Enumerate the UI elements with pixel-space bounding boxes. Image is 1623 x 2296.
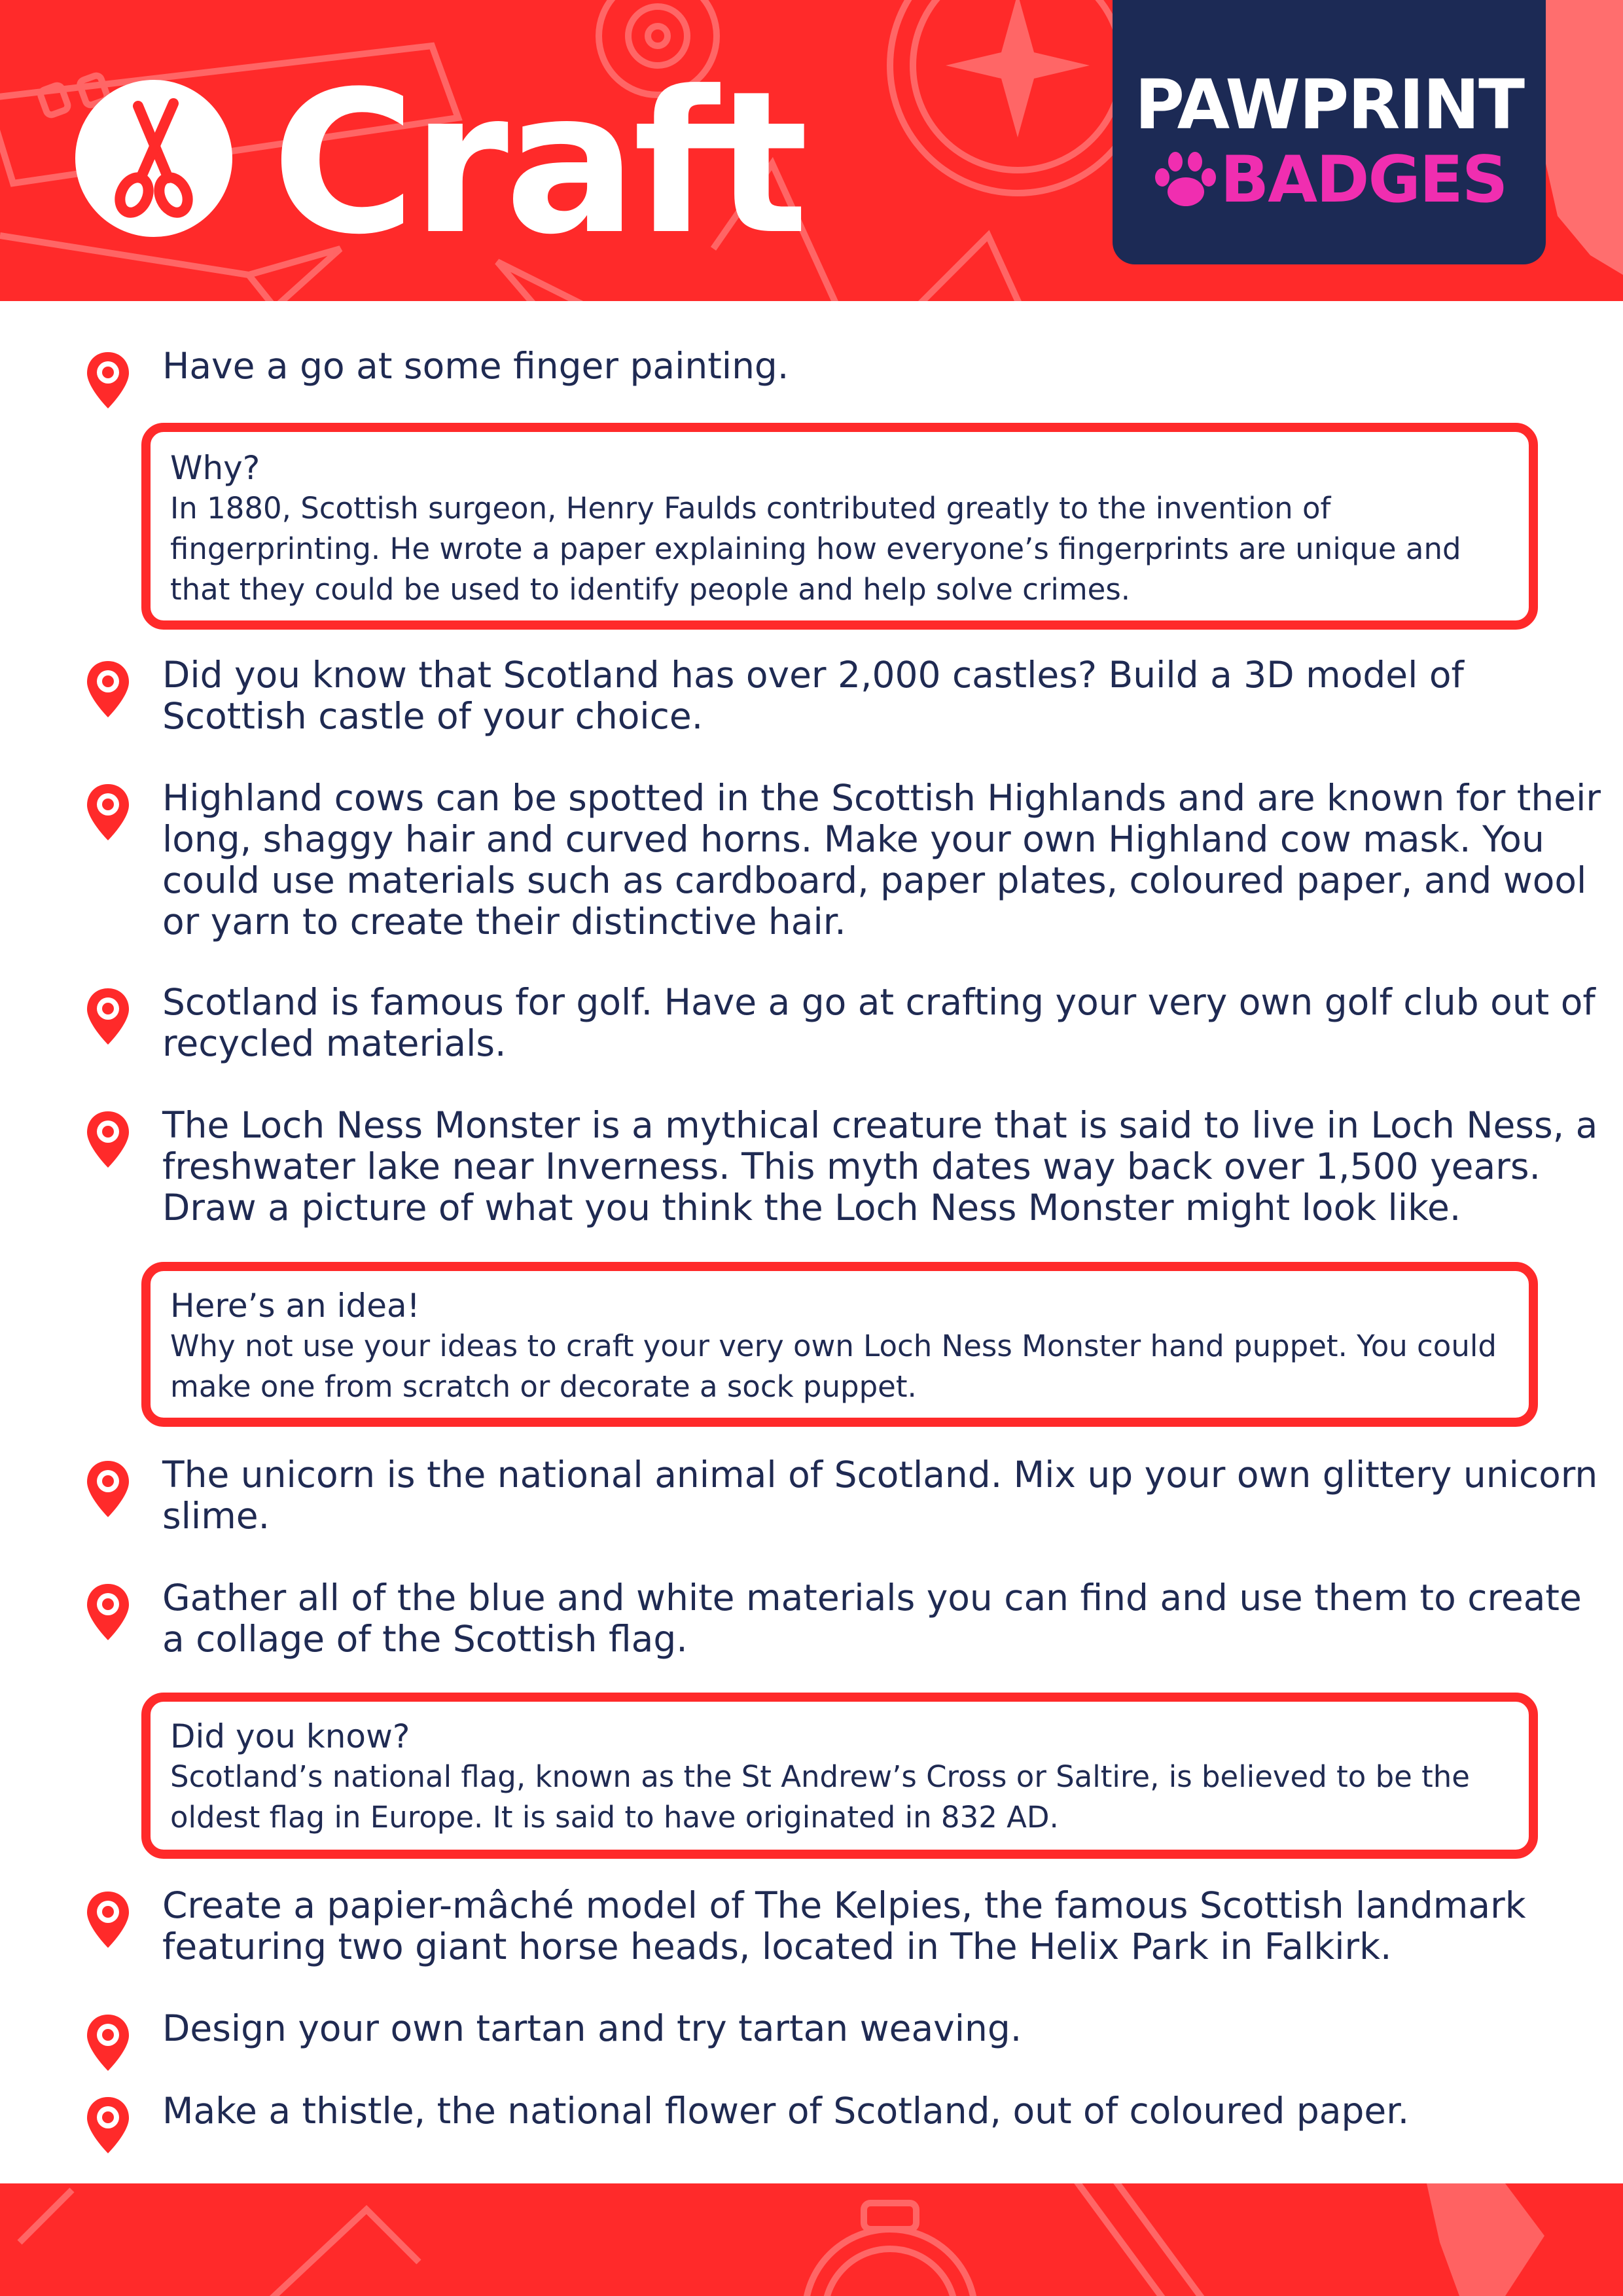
box-body: In 1880, Scottish surgeon, Henry Faulds contributed greatly to the invention of fingerprinting. He wrote a paper explaining how everyone’s fingerprints are unique and that they could be used to identify people and help solve crimes. (170, 491, 1461, 607)
item-text: Gather all of the blue and white materials you can find and use them to create a collage of the Scottish flag. (162, 1577, 1582, 1660)
item-text: The unicorn is the national animal of Scotland. Mix up your own glittery unicorn slime. (162, 1454, 1598, 1537)
item-text: Highland cows can be spotted in the Scottish Highlands and are known for their long, shaggy hair and curved horns. Make your own Highland cow mask. You could use materials such as cardboard, paper plates, coloured paper, and wool or yarn to create their distinctive hair. (162, 777, 1601, 942)
box-title: Did you know? (170, 1717, 410, 1755)
item-text: Scotland is famous for golf. Have a go at crafting your very own golf club out of recycled materials. (162, 981, 1596, 1064)
paw-icon (1152, 149, 1217, 211)
box-body: Scotland’s national flag, known as the St Andrew’s Cross or Saltire, is believed to be the oldest flag in Europe. It is said to have originated in 832 AD. (170, 1759, 1470, 1835)
map-pin-icon (85, 1460, 131, 1518)
map-pin-icon (85, 783, 131, 842)
logo-wordmark-bottom (1113, 144, 1546, 216)
item-text: Design your own tartan and try tartan weaving. (162, 2007, 1022, 2049)
scissors-icon (75, 80, 232, 237)
logo-badges-text: BADGES (1220, 143, 1507, 217)
box-body: Why not use your ideas to craft your very own Loch Ness Monster hand puppet. You could make one from scratch or decorate a sock puppet. (170, 1329, 1497, 1404)
info-box-did-you-know (141, 1693, 1538, 1859)
page-header (0, 0, 1623, 301)
map-pin-icon (85, 660, 131, 719)
item-text: Create a papier-mâché model of The Kelpies, the famous Scottish landmark featuring two giant horse heads, located in The Helix Park in Falkirk. (162, 1884, 1526, 1967)
info-box-why (141, 423, 1538, 630)
box-title: Here’s an idea! (170, 1287, 420, 1325)
map-pin-icon (85, 351, 131, 410)
map-pin-icon (85, 1890, 131, 1949)
page-title: Craft (272, 49, 805, 278)
box-title: Why? (170, 449, 260, 487)
map-pin-icon (85, 2013, 131, 2072)
footer-decoration (0, 2183, 1623, 2296)
item-text: Make a thistle, the national flower of Scotland, out of coloured paper. (162, 2090, 1410, 2132)
item-text: Have a go at some finger painting. (162, 345, 789, 387)
item-text: The Loch Ness Monster is a mythical creature that is said to live in Loch Ness, a freshwater lake near Inverness. This myth dates way back over 1,500 years. Draw a picture of what you think the Loch Ness Monster might look like. (162, 1104, 1598, 1229)
pawprint-badges-logo (1113, 0, 1546, 264)
map-pin-icon (85, 1583, 131, 1641)
page-footer (0, 2183, 1623, 2296)
map-pin-icon (85, 1110, 131, 1169)
map-pin-icon (85, 2096, 131, 2155)
logo-wordmark-top: PAWPRINT (1134, 65, 1524, 145)
map-pin-icon (85, 987, 131, 1046)
item-text: Did you know that Scotland has over 2,000 castles? Build a 3D model of Scottish castle of your choice. (162, 654, 1464, 737)
info-box-idea (141, 1262, 1538, 1427)
